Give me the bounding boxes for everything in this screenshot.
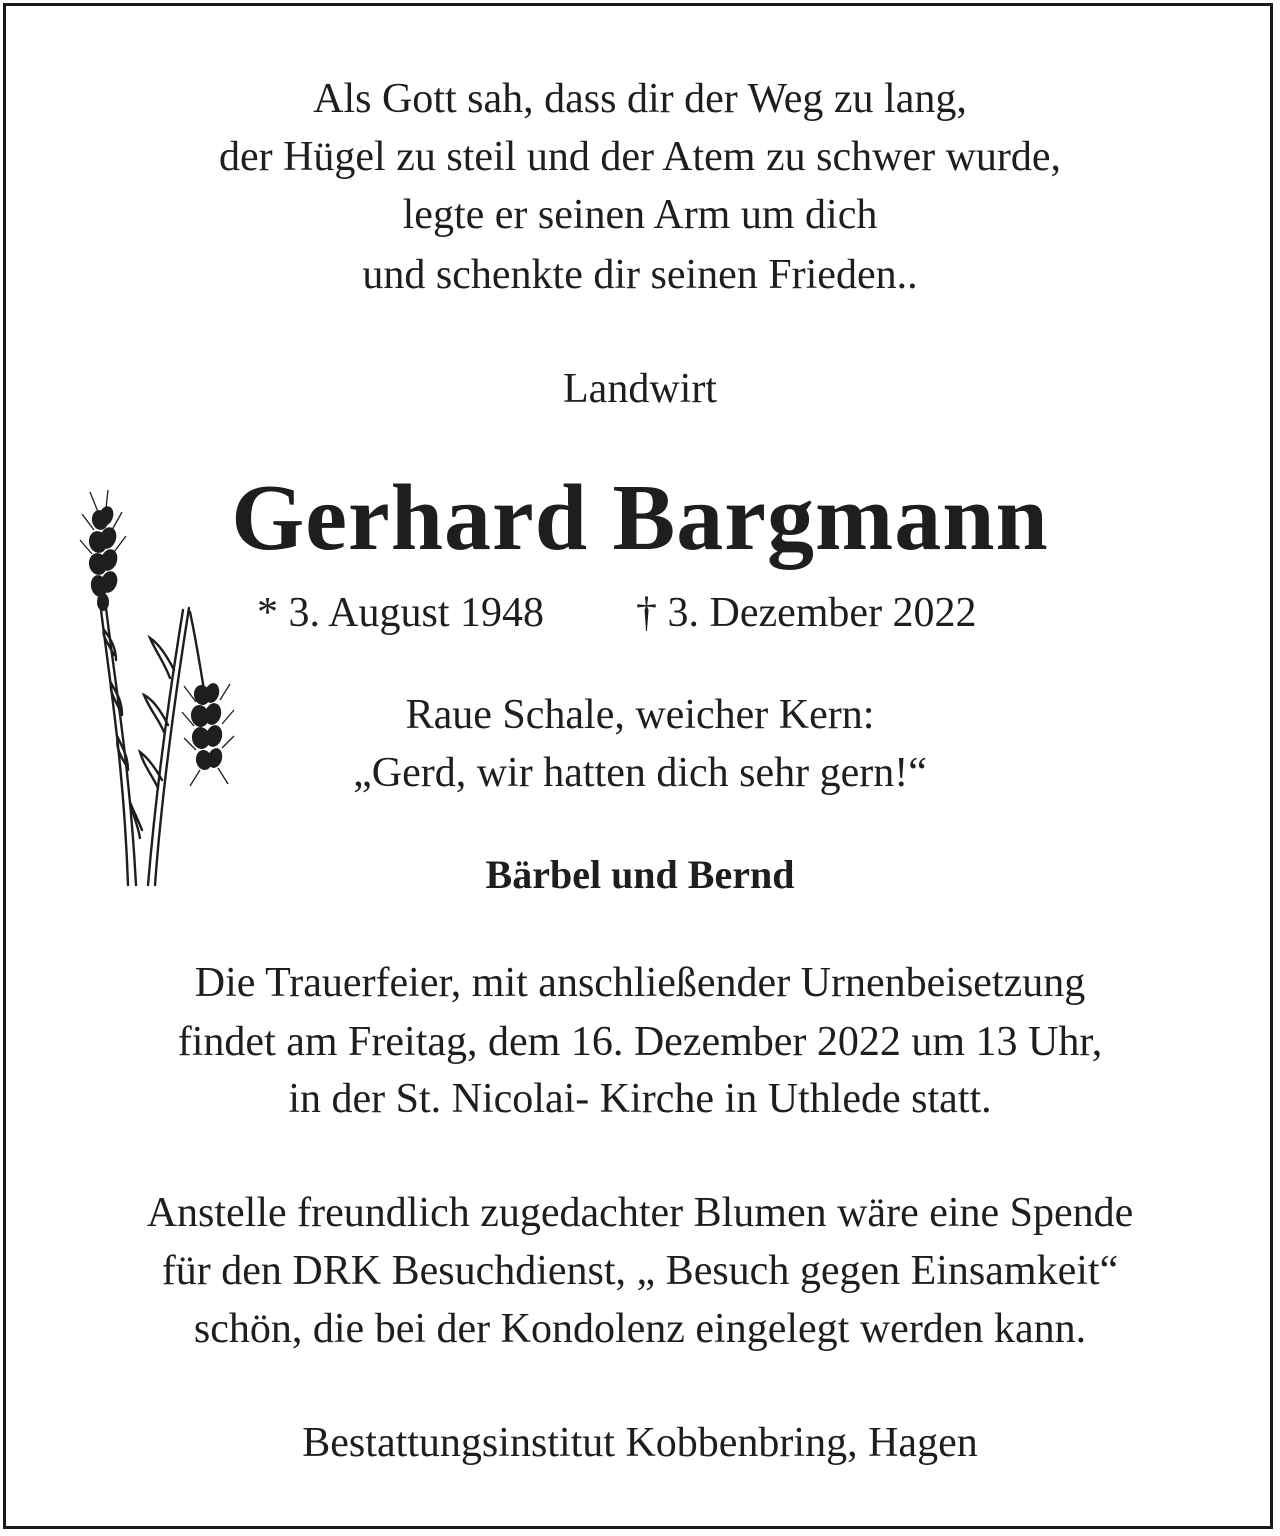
service-line-1: Die Trauerfeier, mit anschließender Urnenbeisetzung xyxy=(194,960,1086,1006)
poem-line-1: Als Gott sah, dass dir der Weg zu lang, xyxy=(313,76,967,122)
undertaker: Bestattungsinstitut Kobbenbring, Hagen xyxy=(302,1420,978,1466)
poem-line-2: der Hügel zu steil und der Atem zu schwer wurde, xyxy=(218,134,1062,180)
mourners: Bärbel und Bernd xyxy=(485,852,795,897)
poem-line-3: legte er seinen Arm um dich xyxy=(402,192,878,238)
poem-line-4: und schenkte dir seinen Frieden.. xyxy=(362,252,918,298)
death-date: † 3. Dezember 2022 xyxy=(636,590,977,636)
donation-line-1: Anstelle freundlich zugedachter Blumen wäre eine Spende xyxy=(146,1190,1134,1236)
service-line-3: in der St. Nicolai- Kirche in Uthlede statt. xyxy=(288,1076,992,1122)
birth-date: * 3. August 1948 xyxy=(257,590,545,636)
service-line-2: findet am Freitag, dem 16. Dezember 2022 um 13 Uhr, xyxy=(177,1019,1103,1065)
donation-line-2: für den DRK Besuchdienst, „ Besuch gegen Einsamkeit“ xyxy=(161,1248,1119,1294)
quote-line-1: Raue Schale, weicher Kern: xyxy=(405,692,875,738)
profession: Landwirt xyxy=(563,366,717,412)
donation-line-3: schön, die bei der Kondolenz eingelegt werden kann. xyxy=(193,1306,1087,1352)
deceased-name: Gerhard Bargmann xyxy=(231,466,1049,570)
quote-line-2: „Gerd, wir hatten dich sehr gern!“ xyxy=(353,750,927,796)
